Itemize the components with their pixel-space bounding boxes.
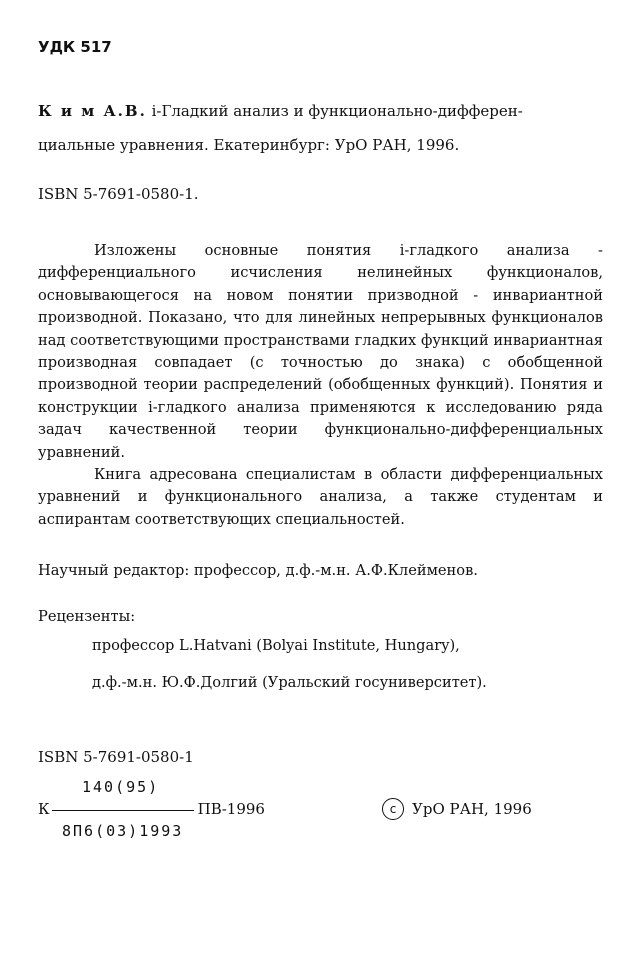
catalog-code-line [38,800,265,818]
abstract [38,240,603,531]
author-name: К и м А.В. [38,102,147,120]
udk-code: УДК 517 [38,38,112,56]
reviewers-label: Рецензенты: [38,608,136,625]
catalog-denominator: 8П6(03)1993 [62,822,184,840]
reviewer-1: профессор L.Hatvani (Bolyai Institute, Hungary), [92,637,460,654]
bibliographic-citation [38,94,603,162]
isbn-top: ISBN 5-7691-0580-1. [38,185,199,203]
abstract-paragraph-1: Изложены основные понятия i-гладкого анализа - дифференциального исчисления нелинейных функционалов, основывающегося на новом понятии призводной - инвариантной производной. Показано, что для линейных непрерывных функционалов над соответствующими пространствами гладких функций инвариантная производная совпадает (с точностью до знака) с обобщенной производной теории распределений (обобщенных функций). Понятия и конструкции i-гладкого анализа применяются к исследованию ряда задач качественной теории функционально-дифференциальных уравнений. [38,242,603,461]
citation-title-line1: i-Гладкий анализ и функционально-дифферен- [151,102,523,120]
copyright-icon: c [382,798,404,820]
fraction-divider [52,810,194,811]
catalog-letter: К [38,800,50,818]
reviewer-2: д.ф.-м.н. Ю.Ф.Долгий (Уральский госуниверситет). [92,674,487,691]
catalog-suffix: ПВ-1996 [197,800,265,818]
copyright-notice [382,798,532,820]
citation-title-line2: циальные уравнения. Екатеринбург: УрО РАН, 1996. [38,136,460,154]
abstract-paragraph-2: Книга адресована специалистам в области дифференциальных уравнений и функционального анализа, а также студентам и аспирантам соответствующих специальностей. [38,466,603,528]
copyright-text: УрО РАН, 1996 [412,800,532,818]
isbn-bottom: ISBN 5-7691-0580-1 [38,748,194,766]
catalog-numerator: 140(95) [82,778,160,796]
scientific-editor: Научный редактор: профессор, д.ф.-м.н. А.Ф.Клейменов. [38,562,478,579]
